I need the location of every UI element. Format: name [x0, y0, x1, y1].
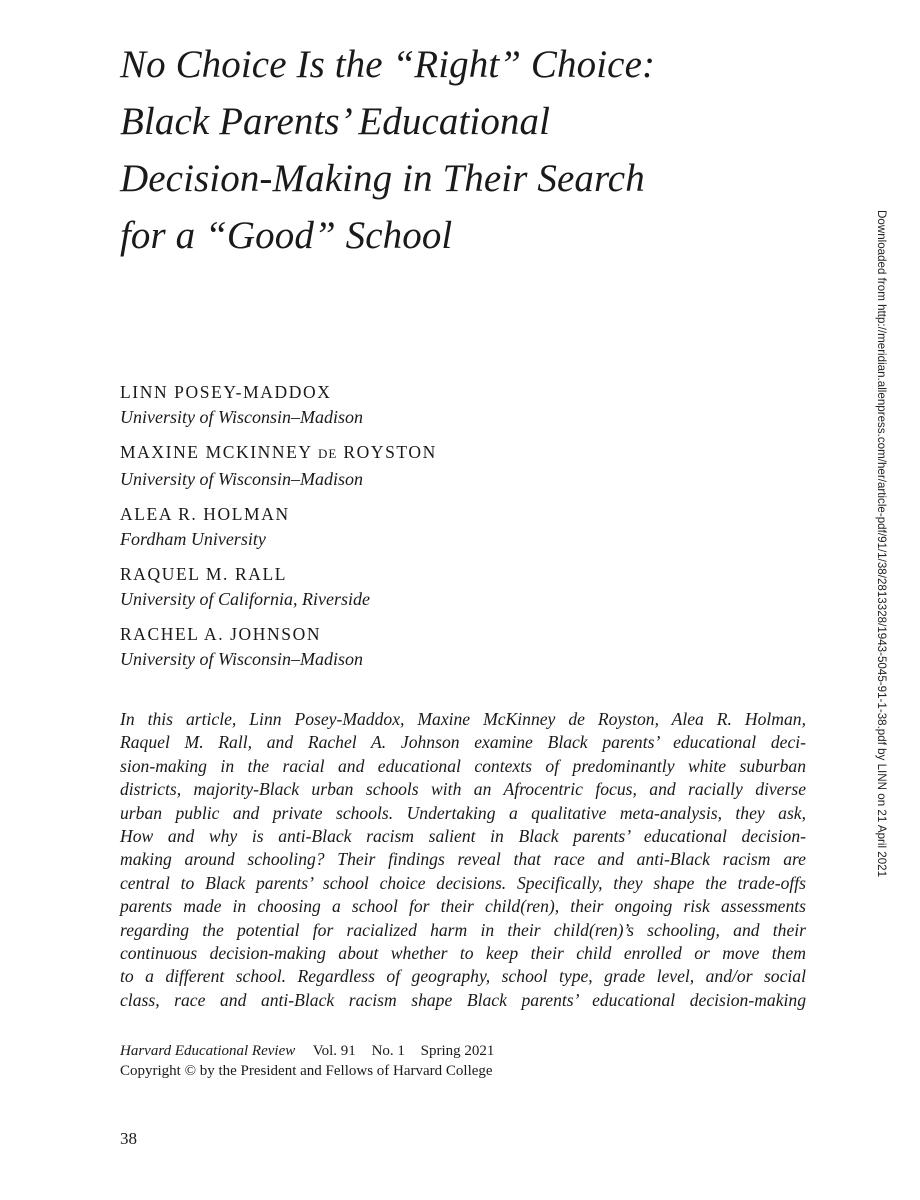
author-name: RAQUEL M. RALL: [120, 564, 288, 584]
abstract-line: urban public and private schools. Undertaking a qualitative meta-analysis, they ask,: [120, 802, 806, 823]
author-block: [120, 380, 760, 431]
abstract-line: How and why is anti-Black racism salient in Black parents’ educational decision-: [120, 826, 806, 847]
author-block: [120, 622, 760, 673]
title-line: Decision-Making in Their Search: [120, 157, 645, 200]
journal-number: No. 1: [371, 1043, 405, 1059]
journal-season: Spring 2021: [420, 1043, 495, 1059]
abstract-line: parents made in choosing a school for their child(ren), their ongoing risk assessments: [120, 896, 806, 917]
journal-footer: [120, 1041, 494, 1081]
author-name-part: MAXINE MCKINNEY: [120, 442, 318, 462]
abstract-line: central to Black parents’ school choice decisions. Specifically, they shape the trade-offs: [120, 872, 806, 893]
author-affiliation: University of Wisconsin–Madison: [120, 469, 363, 489]
abstract: [120, 708, 806, 1012]
journal-volume: Vol. 91: [312, 1043, 356, 1059]
author-affiliation: University of Wisconsin–Madison: [120, 407, 363, 427]
download-watermark: [874, 210, 888, 880]
abstract-line: sion-making in the racial and educational contexts of predominantly white suburban: [120, 755, 806, 776]
abstract-line: class, race and anti-Black racism shape Black parents’ educational decision-making: [120, 989, 806, 1010]
abstract-line: continuous decision-making about whether to keep their child enrolled or move them: [120, 943, 806, 964]
author-name: LINN POSEY-MADDOX: [120, 382, 332, 402]
abstract-line: districts, majority-Black urban schools with an Afrocentric focus, and racially diverse: [120, 779, 806, 800]
author-block: [120, 502, 760, 553]
abstract-line: In this article, Linn Posey-Maddox, Maxine McKinney de Royston, Alea R. Holman,: [120, 709, 806, 729]
page-number: 38: [120, 1129, 137, 1148]
author-name: [120, 440, 760, 466]
title-line: No Choice Is the “Right” Choice:: [120, 43, 656, 86]
author-affiliation: University of California, Riverside: [120, 589, 370, 609]
author-affiliation: Fordham University: [120, 529, 266, 549]
abstract-line: regarding the potential for racialized harm in their child(ren)’s schooling, and their: [120, 919, 806, 940]
author-affiliation: University of Wisconsin–Madison: [120, 649, 363, 669]
author-name: RACHEL A. JOHNSON: [120, 624, 322, 644]
author-block: [120, 440, 760, 493]
abstract-line: to a different school. Regardless of geography, school type, grade level, and/or social: [120, 966, 806, 987]
title-line: for a “Good” School: [120, 214, 453, 257]
journal-name: Harvard Educational Review: [120, 1043, 296, 1059]
author-block: [120, 562, 760, 613]
author-name: ALEA R. HOLMAN: [120, 504, 290, 524]
abstract-line: Raquel M. Rall, and Rachel A. Johnson examine Black parents’ educational deci-: [120, 732, 806, 753]
download-note-text: Downloaded from http://meridian.allenpress.com/her/article-pdf/91/1/38/2813328/1943-5045-91-1-38.pdf by LINN on 21 April 2021: [875, 210, 888, 878]
author-name-part: ROYSTON: [337, 442, 437, 462]
author-list: [120, 380, 760, 682]
copyright-notice: Copyright © by the President and Fellows of Harvard College: [120, 1063, 493, 1079]
article-title: [120, 36, 800, 264]
author-name-particle: DE: [318, 446, 338, 461]
abstract-line: making around schooling? Their findings reveal that race and anti-Black racism are: [120, 849, 806, 870]
title-line: Black Parents’ Educational: [120, 100, 551, 143]
journal-citation: [120, 1041, 494, 1061]
